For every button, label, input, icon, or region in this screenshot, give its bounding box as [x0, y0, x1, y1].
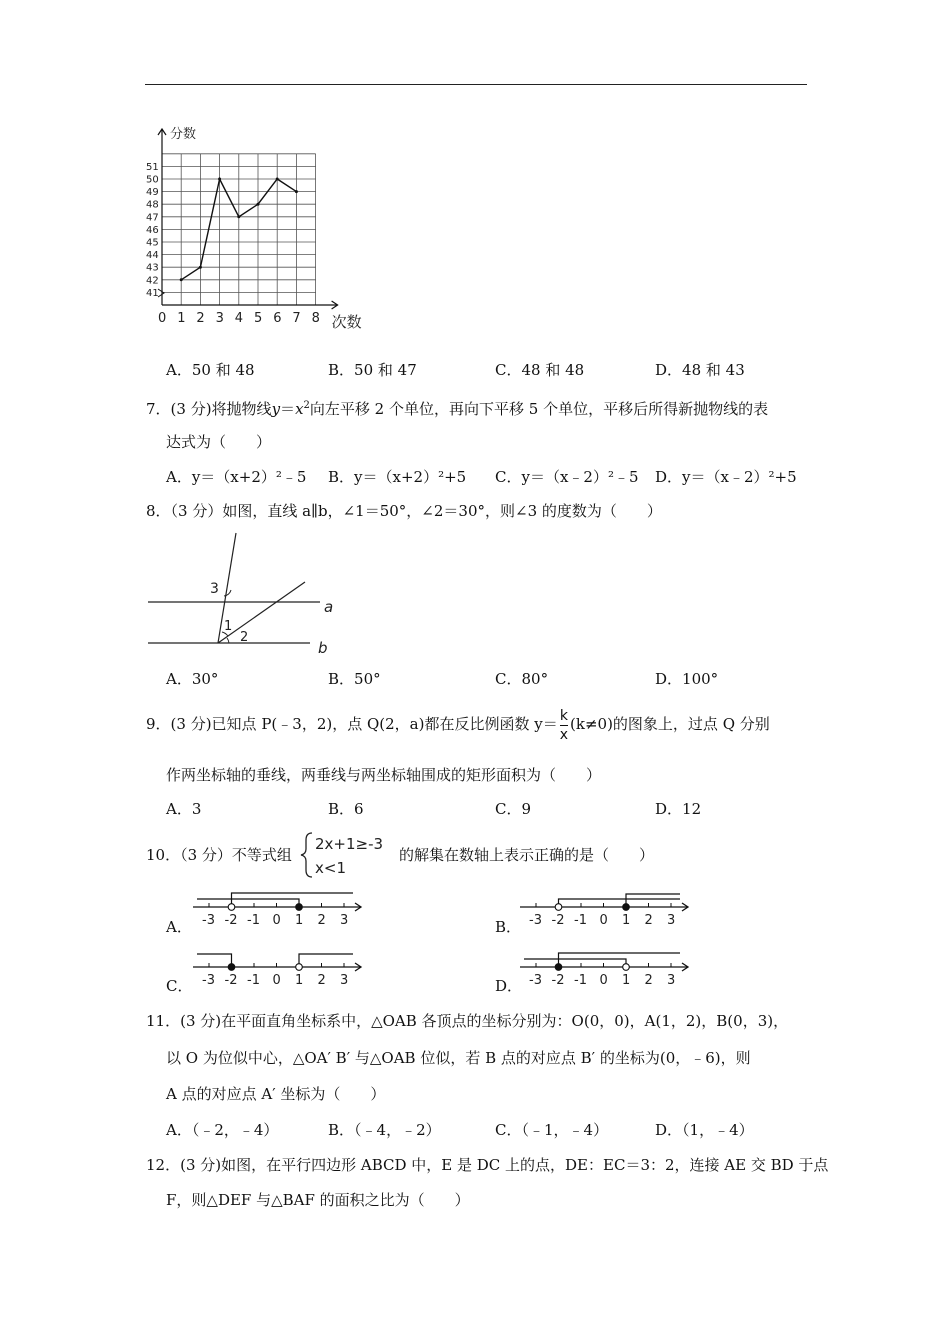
- q7-eq: ＝: [280, 400, 296, 418]
- solution-ray: [559, 899, 681, 907]
- axis-break: [158, 289, 164, 297]
- tick-label: -2: [224, 973, 238, 988]
- line-a-label: a: [324, 598, 334, 616]
- tick-label: -3: [202, 973, 215, 988]
- tick-label: 0: [272, 973, 281, 988]
- x-tick-label: 2: [196, 311, 205, 326]
- inequality-1: 2x+1≥-3: [315, 835, 384, 853]
- x-tick-label: 7: [292, 311, 301, 326]
- tick-label: 3: [667, 913, 676, 928]
- tick-label: 0: [599, 973, 608, 988]
- q6-option-c[interactable]: C．48 和 48: [495, 361, 585, 379]
- filled-dot: [555, 964, 562, 971]
- y-tick-label: 43: [146, 262, 159, 274]
- q9-option-a[interactable]: A．3: [166, 800, 202, 818]
- tick-label: 0: [272, 913, 281, 928]
- tick-label: -2: [224, 913, 238, 928]
- number-line-d[interactable]: [520, 945, 698, 990]
- data-point: [257, 203, 260, 206]
- data-point: [199, 266, 202, 269]
- q7-option-c[interactable]: C．y＝（x﹣2）²﹣5: [495, 468, 639, 486]
- data-point: [276, 178, 279, 181]
- tick-label: 2: [644, 913, 653, 928]
- tick-label: -3: [202, 913, 215, 928]
- line-b-label: b: [318, 639, 328, 657]
- q10-option-d[interactable]: D．: [495, 977, 523, 995]
- data-point: [218, 178, 221, 181]
- y-tick-label: 49: [146, 187, 159, 199]
- inequality-system: [298, 830, 398, 880]
- tick-label: -3: [529, 913, 542, 928]
- q10-option-a[interactable]: A．: [166, 918, 192, 936]
- q12-stem-line2: F，则△DEF 与△BAF 的面积之比为（ ）: [166, 1191, 470, 1209]
- angle-3-label: 3: [210, 581, 219, 597]
- angle-1-label: 1: [224, 619, 233, 634]
- tick-label: -1: [574, 913, 587, 928]
- tick-label: -1: [247, 973, 260, 988]
- number-line-a[interactable]: [193, 885, 368, 930]
- tick-label: -1: [574, 973, 587, 988]
- tick-label: 0: [599, 913, 608, 928]
- q9-stem-line2: 作两坐标轴的垂线，两垂线与两坐标轴围成的矩形面积为（ ）: [166, 766, 602, 784]
- q11-option-c[interactable]: C．（﹣1，﹣4）: [495, 1121, 609, 1139]
- tick-label: 3: [667, 973, 676, 988]
- angle-2-label: 2: [240, 630, 249, 645]
- number-line-b[interactable]: [520, 885, 698, 930]
- q7-option-b[interactable]: B．y＝（x+2）²+5: [328, 468, 467, 486]
- q7-option-d[interactable]: D．y＝（x﹣2）²+5: [655, 468, 797, 486]
- filled-dot: [296, 904, 303, 911]
- y-tick-label: 48: [146, 199, 159, 211]
- x-tick-label: 4: [234, 311, 244, 326]
- y-tick-label: 41: [146, 287, 159, 299]
- q8-option-d[interactable]: D．100°: [655, 670, 719, 688]
- q8-option-a[interactable]: A．30°: [166, 670, 219, 688]
- solution-ray: [232, 893, 354, 907]
- q11-option-b[interactable]: B．（﹣4，﹣2）: [328, 1121, 441, 1139]
- q11-option-d[interactable]: D．（1，﹣4）: [655, 1121, 754, 1139]
- q7-option-a[interactable]: A．y＝（x+2）²﹣5: [166, 468, 307, 486]
- fraction-numerator: k: [559, 707, 568, 724]
- q7-text-1: 7．(3 分)将抛物线: [146, 400, 272, 418]
- x-tick-label: 3: [215, 311, 224, 326]
- q7-stem: [146, 396, 768, 419]
- filled-dot: [623, 904, 630, 911]
- tick-label: 1: [622, 913, 631, 928]
- q9-option-d[interactable]: D．12: [655, 800, 702, 818]
- filled-dot: [228, 964, 235, 971]
- q11-stem-line3: A 点的对应点 A′ 坐标为（ ）: [166, 1085, 386, 1103]
- q11-stem-line2: 以 O 为位似中心，△OA′ B′ 与△OAB 位似，若 B 点的对应点 B′ 的坐标为(0，﹣6)，则: [166, 1049, 751, 1067]
- q7-var-y: y: [271, 400, 281, 418]
- x-tick-label: 6: [273, 311, 282, 326]
- q7-sup: 2: [303, 400, 310, 411]
- solution-ray: [559, 953, 681, 967]
- q7-stem-line2: 达式为（ ）: [166, 433, 272, 451]
- tick-label: 2: [644, 973, 653, 988]
- q6-option-b[interactable]: B．50 和 47: [328, 361, 417, 379]
- tick-label: 2: [317, 973, 326, 988]
- tick-label: -2: [551, 973, 565, 988]
- open-dot: [228, 904, 235, 911]
- q12-stem-line1: 12．(3 分)如图，在平行四边形 ABCD 中，E 是 DC 上的点，DE：EC＝3：2，连接 AE 交 BD 于点: [146, 1156, 829, 1174]
- q9-option-b[interactable]: B．6: [328, 800, 364, 818]
- solution-ray: [197, 954, 232, 967]
- solution-ray: [626, 894, 680, 907]
- q8-option-b[interactable]: B．50°: [328, 670, 381, 688]
- tick-label: -1: [247, 913, 260, 928]
- q6-option-a[interactable]: A．50 和 48: [166, 361, 255, 379]
- tick-label: 1: [622, 973, 631, 988]
- number-line-c[interactable]: [193, 945, 368, 990]
- tick-label: -2: [551, 913, 565, 928]
- open-dot: [623, 964, 630, 971]
- tick-label: 3: [340, 973, 349, 988]
- x-axis-label: 次数: [331, 313, 362, 331]
- q6-option-d[interactable]: D．48 和 43: [655, 361, 745, 379]
- data-point: [180, 278, 183, 281]
- tick-label: 1: [295, 973, 304, 988]
- line-chart: [140, 125, 370, 335]
- tick-label: 2: [317, 913, 326, 928]
- data-point: [295, 190, 298, 193]
- q9-stem: [146, 704, 770, 744]
- y-tick-label: 50: [146, 174, 159, 186]
- q7-text-2: 向左平移 2 个单位，再向下平移 5 个单位，平移后所得新抛物线的表: [309, 400, 769, 418]
- q8-option-c[interactable]: C．80°: [495, 670, 549, 688]
- solution-ray: [524, 959, 626, 967]
- parallel-lines-figure: [140, 530, 360, 665]
- open-dot: [555, 904, 562, 911]
- solution-ray: [197, 899, 299, 907]
- x-tick-label: 5: [254, 311, 263, 326]
- q9-text-1: 9．(3 分)已知点 P(﹣3，2)，点 Q(2，a)都在反比例函数 y＝: [146, 715, 558, 733]
- tick-label: 3: [340, 913, 349, 928]
- k-over-x-fraction: [560, 707, 568, 744]
- x-tick-label: 1: [177, 311, 186, 326]
- q7-var-x: x: [295, 400, 304, 418]
- y-tick-label: 42: [146, 275, 159, 287]
- y-tick-label: 46: [146, 224, 159, 236]
- y-tick-label: 44: [146, 250, 159, 262]
- x-tick-label: 8: [311, 311, 320, 326]
- q10-option-b[interactable]: B．: [495, 918, 522, 936]
- x-tick-label: 0: [158, 311, 167, 326]
- q9-text-2: (k≠0)的图象上，过点 Q 分别: [570, 715, 770, 733]
- y-axis-label: 分数: [170, 127, 197, 142]
- q9-option-c[interactable]: C．9: [495, 800, 532, 818]
- q10-stem-text-2: 的解集在数轴上表示正确的是（ ）: [399, 846, 655, 864]
- inequality-2: x<1: [315, 859, 346, 877]
- q11-option-a[interactable]: A．（﹣2，﹣4）: [166, 1121, 279, 1139]
- q8-stem: 8．（3 分）如图，直线 a∥b，∠1＝50°，∠2＝30°，则∠3 的度数为（ ）: [146, 502, 662, 520]
- y-tick-label: 47: [146, 212, 159, 224]
- tick-label: -3: [529, 973, 542, 988]
- q10-stem-text-1: 10．（3 分）不等式组: [146, 846, 292, 864]
- q11-stem-line1: 11．(3 分)在平面直角坐标系中，△OAB 各顶点的坐标分别为：O(0，0)，A(1，2)，B(0，3)，: [146, 1012, 789, 1030]
- solution-ray: [299, 954, 353, 967]
- open-dot: [296, 964, 303, 971]
- y-tick-label: 51: [146, 161, 159, 173]
- header-rule: [145, 84, 807, 85]
- tick-label: 1: [295, 913, 304, 928]
- y-tick-label: 45: [146, 237, 159, 249]
- q10-option-c[interactable]: C．: [166, 977, 193, 995]
- fraction-denominator: x: [559, 726, 569, 743]
- data-point: [237, 215, 240, 218]
